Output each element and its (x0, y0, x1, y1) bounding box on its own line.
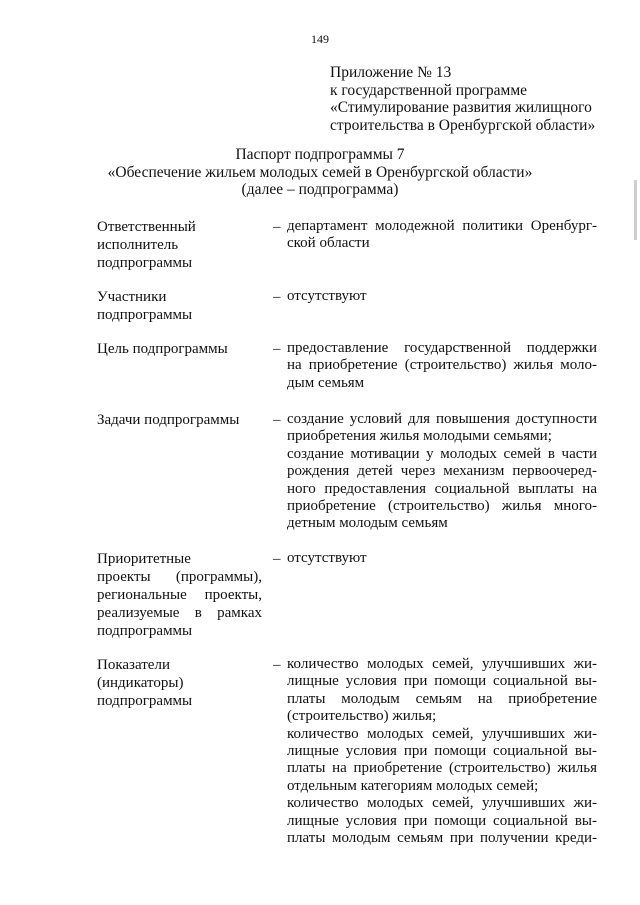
appendix-header (330, 64, 630, 134)
row-label-line: Показатели (97, 657, 170, 673)
row-value (287, 288, 597, 305)
appendix-line: Приложение № 13 (330, 64, 452, 81)
row-label (97, 288, 262, 324)
row-label (97, 411, 262, 429)
row-label-line: реализуемые в рамках (97, 605, 262, 621)
row-label-line: Ответственный (97, 219, 196, 235)
row-dash: – (273, 341, 281, 357)
row-label-line: Участники (97, 289, 167, 305)
row-value (287, 340, 597, 392)
row-dash: – (273, 219, 281, 235)
row-value-line: лищные условия при помощи социальной вы- (287, 743, 597, 760)
row-label-line: подпрограммы (97, 255, 193, 271)
row-value-line: создание мотивации у молодых семей в части (287, 445, 597, 462)
row-value-line: отдельным категориям молодых семей; (287, 777, 539, 794)
row-label-line: Цель подпрограммы (97, 341, 228, 357)
row-label-line: подпрограммы (97, 693, 193, 709)
page-number: 149 (311, 32, 329, 46)
appendix-line: «Стимулирование развития жилищного (330, 99, 592, 116)
row-label (97, 656, 262, 710)
row-dash: – (273, 657, 281, 673)
row-label (97, 550, 262, 640)
row-dash: – (273, 289, 281, 305)
row-label (97, 218, 262, 272)
row-value-line: платы молодым семьям при получении креди- (287, 830, 597, 847)
row-label-line: подпрограммы (97, 307, 193, 323)
row-value-line: лищные условия при помощи социальной вы- (287, 673, 597, 690)
row-dash: – (273, 412, 281, 428)
scan-edge-mark (634, 180, 637, 240)
row-label-line: проекты (программы), (97, 569, 262, 585)
appendix-line: к государственной программе (330, 81, 528, 99)
appendix-line: строительства в Оренбургской области» (330, 116, 596, 134)
row-label-line: подпрограммы (97, 623, 193, 639)
row-value-line: создание условий для повышения доступности (287, 411, 597, 427)
passport-title-line: «Обеспечение жильем молодых семей в Оренбургской области» (107, 163, 533, 181)
row-value-line: отсутствуют (287, 288, 367, 304)
row-value (287, 218, 597, 253)
row-value-line: платы молодым семьям на приобретение (287, 690, 597, 707)
row-value-line: предоставление государственной поддержки (287, 340, 597, 356)
row-value-line: приобретения жилья молодыми семьями; (287, 428, 552, 445)
row-value-line: дым семьям (287, 374, 365, 391)
row-value-line: (строительство) жилья; (287, 708, 437, 725)
row-value-line: на приобретение (строительство) жилья моло- (287, 357, 597, 374)
row-value-line: приобретение (строительство) жилья много- (287, 498, 597, 515)
row-value-line: департамент молодежной политики Оренбург- (287, 218, 597, 234)
row-value-line: платы на приобретение (строительство) жилья (287, 760, 597, 777)
row-value-line: ской области (287, 235, 370, 252)
row-value-line: количество молодых семей, улучшивших жи- (287, 725, 597, 742)
row-value-line: количество молодых семей, улучшивших жи- (287, 795, 597, 812)
row-label-line: исполнитель (97, 237, 179, 253)
passport-title-line: (далее – подпрограмма) (241, 181, 399, 198)
row-dash: – (273, 551, 281, 567)
row-label (97, 340, 262, 358)
passport-title (0, 146, 640, 199)
row-value-line: отсутствуют (287, 550, 367, 566)
row-label-line: Приоритетные (97, 551, 191, 567)
row-label-line: (индикаторы) (97, 675, 184, 691)
row-value (287, 411, 597, 533)
passport-title-line: Паспорт подпрограммы 7 (235, 146, 405, 163)
row-value-line: ного предоставления социальной выплаты на (287, 480, 597, 497)
row-value-line: детным молодым семьям (287, 515, 448, 532)
row-label-line: региональные проекты, (97, 587, 262, 603)
row-value (287, 656, 597, 847)
row-value-line: рождения детей через механизм первоочеред- (287, 463, 597, 480)
row-value (287, 550, 597, 567)
row-value-line: лищные условия при помощи социальной вы- (287, 812, 597, 829)
row-label-line: Задачи подпрограммы (97, 412, 240, 428)
row-value-line: количество молодых семей, улучшивших жи- (287, 656, 597, 672)
